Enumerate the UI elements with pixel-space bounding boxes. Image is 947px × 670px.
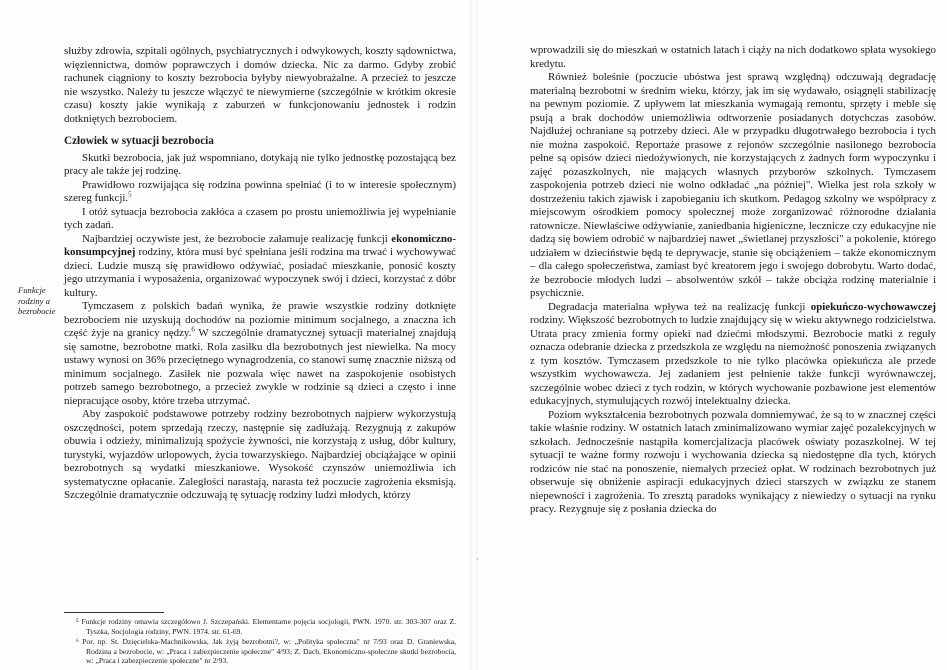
- left-paragraph-5: [64, 233, 456, 301]
- text: Prawidłowo rozwijająca się rodzina powinna spełniać (i to w interesie społecznym) szereg funkcji.: [64, 178, 456, 204]
- book-gutter: [470, 0, 478, 670]
- left-text-column: [64, 45, 456, 503]
- left-paragraph-2: Skutki bezrobocia, jak już wspomniano, dotykają nie tylko jednostkę pozostającą bez pracy ale także jej rodzinę.: [64, 151, 456, 177]
- margin-note: Funkcje rodziny a bezrobocie: [18, 285, 56, 317]
- bold-term: ekonomiczno-konsumpcyjnej: [64, 232, 456, 258]
- left-paragraph-7: Aby zaspokoić podstawowe potrzeby rodziny bezrobotnych najpierw wykorzystują oszczędności, potem sprzedają rzeczy, następnie się zadłużają. Rezygnują z zakupów obuwia i odzieży, minimalizują spożycie żywności, nie korzystają z usług, dóbr kultury, turystyki, wyjazdów urlopowych, życia towarzyskiego. Najbardziej obciążające w opinii bezrobotnych są wydatki mieszkaniowe. Wysokość czynszów uniemożliwia ich systematyczne opłacanie. Zaległości narastają, narasta też poczucie zagrożenia eksmisją. Szczególnie dramatycznie odczuwają tę sytuację rodziny ludzi młodych, którzy: [64, 408, 456, 501]
- right-page: [478, 0, 947, 670]
- left-paragraph-3: [64, 179, 456, 206]
- footnote-ref-6: 6: [191, 325, 195, 334]
- right-paragraph-2: Również boleśnie (poczucie ubóstwa jest sprawą względną) odczuwają degradację materialną bezrobotni w średnim wieku, którzy, jak im się wydawało, osiągnęli stabilizację na pewnym poziomie. Z upływem lat mieszkania wymagają remontu, sprzęty i meble się psują a brak dochodów uniemożliwia odtworzenie posiadanych dotychczas zasobów. Najdłużej ochraniane są potrzeby dzieci. Ale w przypadku długotrwałego bezrobocia i tych nie można zaspokoić. Reportaże prasowe z rejonów szczególnie nasilonego bezrobocia pełne są opisów dzieci niedożywionych, nie korzystających z żadnych form wypoczynku i zajęć pozaszkolnych, nie mających własnych przyborów szkolnych. Tymczasem zaspokojenia potrzeb dzieci nie wolno odkładać „na później". Wielka jest rola szkoły w dostrzeżeniu takich zjawisk i zapobieganiu ich skutkom. Pedagog szkolny we współpracy z miejscowym ośrodkiem pomocy społecznej może zorganizować różnorodne działania ratownicze. Niewłaściwe odżywianie, zaniedbania higieniczne, lecznicze czy edukacyjne nie dadzą się bowiem odrobić w najbardziej nawet „świetlanej przyszłości" a pokolenie, którego udziałem w dzieciństwie będą te deprywacje, stanie się obciążeniem – także ekonomicznym – dla całego społeczeństwa, zamiast być kreatorem jego i swojego dobrobytu. Warto dodać, że bezrobocie młodych ludzi – absolwentów szkół – także obciąża rodzinę materialnie i psychicznie.: [530, 71, 936, 299]
- bold-term: opiekuńczo-wychowawczej: [810, 300, 936, 313]
- footnote-6: ⁶ Por. np. St. Dzięcielska-Machnikowska, Jak żyją bezrobotni?, w: „Polityka społeczna" nr 7/93 oraz D. Graniewska, Rodzina a bezrobocie, w: „Praca i zabezpieczenie społeczne" 4/93; Z. Dach. Ekonomiczno-społeczne skutki bezrobocia, w: „Praca i zabezpieczenie społeczne" nr 2/93.: [76, 637, 456, 666]
- footnote-ref-5: 5: [128, 190, 132, 199]
- section-heading: Człowiek w sytuacji bezrobocia: [64, 135, 214, 147]
- text: W szczególnie dramatycznej sytuacji materialnej znajdują się samotne, bezrobotne matki. Rola zasiłku dla bezrobotnych jest niewielka. Na mocy ustawy wynosi on 36% przeciętnego wynagrodzenia, co stanowi sumę znacznie niższą od minimum socjalnego. Zasiłek nie pozwala więc nawet na zaspokojenie osobistych potrzeb samego bezrobotnego, a przecież zwykle w rodzinie są dzieci a często i inne niepracujące osoby, które trzeba utrzymać.: [64, 327, 456, 407]
- text: Najbardziej oczywiste jest, że bezrobocie załamuje realizację funkcji: [82, 232, 392, 245]
- edge-mark: ·: [476, 555, 479, 564]
- left-paragraph-1: [64, 45, 456, 126]
- right-paragraph-3: [530, 301, 936, 409]
- right-paragraph-4: Poziom wykształcenia bezrobotnych pozwala domniemywać, że są to w znacznej części takie właśnie rodziny. W ostatnich latach zminimalizowano wymiar zajęć pozalekcyjnych w szkołach. Jednocześnie nastąpiła komercjalizacja placówek oświaty pozaszkolnej. W tej sytuacji te ważne formy rozwoju i wychowania dziecka są niedostępne dla tych, których rodziców nie stać na ponoszenie, niemałych przecież opłat. W rodzinach bezrobotnych już obserwuje się obniżenie aspiracji edukacyjnych dzieci starszych w związku ze stanem niepewności i zagrożenia. To zresztą paradoks wynikający z niewiedzy o sytuacji na rynku pracy. Rezygnuje się z posłania dziecka do: [530, 408, 936, 515]
- footnote-rule: [64, 612, 164, 613]
- footnotes: [76, 612, 456, 667]
- left-page: [0, 0, 470, 670]
- footnote-5: ⁵ Funkcje rodziny omawia szczegółowo J. Szczepański. Elementarne pojęcia socjologii, PWN. 1970. str. 303-307 oraz Z. Tyszka, Socjologia rodziny, PWN. 1974. str. 61-69.: [76, 617, 456, 636]
- text: służby zdrowia, szpitali ogólnych, psychiatrycznych i odwykowych, koszty sądownictwa, więziennictwa, domów poprawczych i domów dziecka. Nic za darmo. Gdyby zrobić rachunek ciągniony to koszty bezrobocia byłyby niewyobrażalne. A przecież to jeszcze nie wszystko. Należy tu jeszcze włączyć te niewymierne (szczególnie w krótkim okresie czasu) koszty jakie wynikają z zaburzeń w funkcjonowaniu jednostek i rodzin dotkniętych bezrobociem.: [64, 45, 456, 125]
- left-paragraph-6: [64, 300, 456, 408]
- right-text-column: [530, 44, 936, 517]
- text: Degradacja materialna wpływa też na realizację funkcji: [548, 300, 811, 313]
- text: rodziny. Większość bezrobotnych to ludzie znajdujący się w wieku aktywnego rodzicielstwa. Utrata pracy zmienia formy opieki nad dziećmi młodszymi. Bezrobocie matki z reguły oznacza odebranie dziecka z przedszkola ze względu na niemożność ponoszenia związanych z tym kosztów. Tymczasem przedszkole to nie tylko placówka opiekuńcza ale przede wszystkim wychowawcza. Jej zadaniem jest pełnienie także funkcji wyrównawczej, szczególnie wobec dzieci z tych rodzin, w których wychowanie pozbawione jest elementów edukacyjnych, stymulujących rozwój intelektualny dziecka.: [530, 314, 936, 407]
- right-paragraph-1: wprowadzili się do mieszkań w ostatnich latach i ciąży na nich dodatkowo spłata wysokiego kredytu.: [530, 44, 936, 70]
- left-paragraph-4: I otóż sytuacja bezrobocia zakłóca a czasem po prostu uniemożliwia jej wypełnianie tych zadań.: [64, 205, 456, 231]
- text: Tymczasem z polskich badań wynika, że prawie wszystkie rodziny dotknięte bezrobociem nie uzyskują dochodów na poziomie minimum socjalnego, a znaczna ich część żyje na granicy nędzy.: [64, 300, 456, 339]
- text: rodziny, która musi być spełniana jeśli rodzina ma trwać i wychowywać dzieci. Ludzie muszą się prawidłowo odżywiać, posiadać mieszkanie, ponosić koszty jego utrzymania i wyposażenia, organizować wypoczynek swój i dzieci, korzystać z dóbr kultury.: [64, 246, 456, 299]
